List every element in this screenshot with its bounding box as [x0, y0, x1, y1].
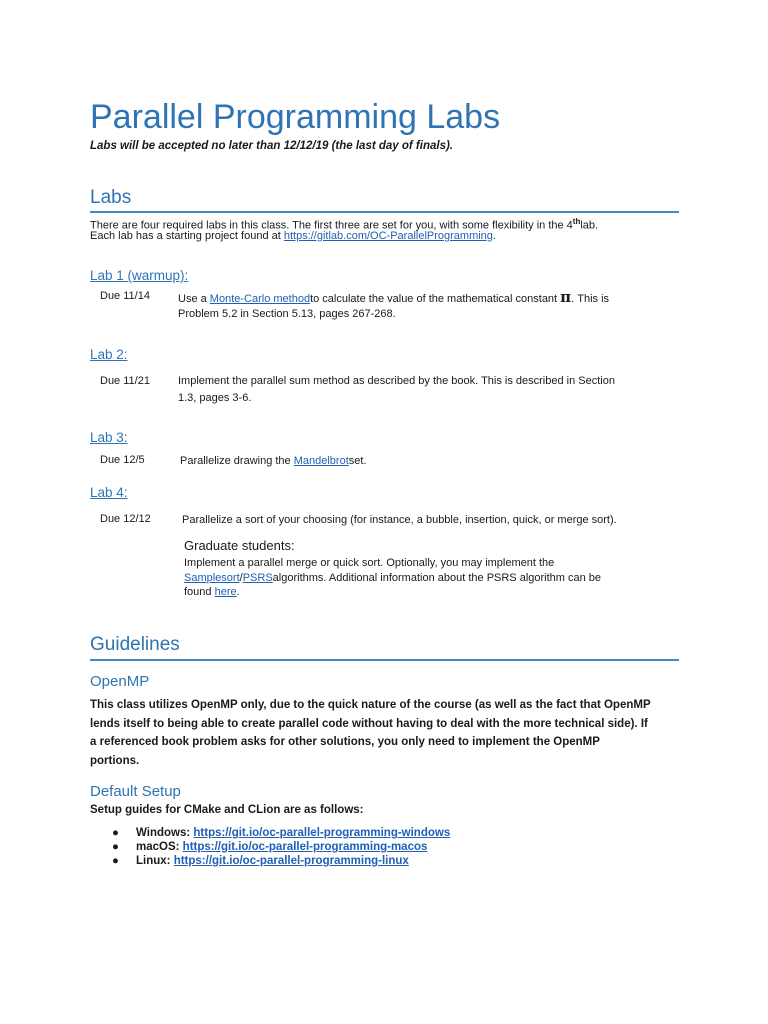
- lab-3-text-b: set.: [348, 455, 367, 467]
- samplesort-link[interactable]: Samplesort: [184, 571, 240, 584]
- lab-2-description: Implement the parallel sum method as described by the book. This is described in Section: [178, 375, 615, 387]
- list-item-windows: [112, 826, 450, 840]
- graduate-line-2: [184, 571, 601, 586]
- lab-2-description-line-2: 1.3, pages 3-6.: [178, 392, 252, 404]
- setup-intro: Setup guides for CMake and CLion are as follows:: [90, 804, 364, 816]
- lab-2-heading: Lab 2:: [90, 347, 128, 362]
- intro-text-c: Each lab has a starting project found at: [90, 230, 284, 242]
- intro-text-b: lab.: [580, 219, 599, 232]
- openmp-line: portions.: [90, 754, 140, 767]
- openmp-line: a referenced book problem asks for other solutions, you only need to implement the OpenMP: [90, 736, 600, 748]
- lab-2-due: Due 11/21: [100, 375, 150, 387]
- setup-label-windows: Windows:: [136, 827, 194, 839]
- graduate-heading: Graduate students:: [184, 538, 295, 553]
- intro-text-d: .: [492, 230, 496, 242]
- lab-3-text-a: Parallelize drawing the: [180, 455, 294, 467]
- graduate-line-3-text: found: [184, 586, 215, 598]
- gitlab-link[interactable]: https://gitlab.com/OC-ParallelProgramming: [283, 230, 493, 242]
- macos-guide-link[interactable]: https://git.io/oc-parallel-programming-macos: [182, 841, 428, 853]
- intro-superscript: th: [572, 217, 581, 226]
- guidelines-heading-rule: [90, 659, 679, 661]
- graduate-line-3-end: .: [236, 586, 240, 598]
- openmp-heading: OpenMP: [90, 673, 150, 690]
- pi-symbol: π: [560, 288, 572, 306]
- page-title: Parallel Programming Labs: [90, 98, 501, 136]
- bullet: ●: [112, 855, 119, 867]
- bullet: ●: [112, 827, 119, 839]
- lab-4-due: Due 12/12: [100, 513, 151, 525]
- linux-guide-link[interactable]: https://git.io/oc-parallel-programming-linux: [173, 855, 409, 867]
- graduate-body: [184, 556, 601, 600]
- lab-1-text-b: to calculate the value of the mathematical constant: [310, 293, 561, 305]
- guidelines-heading: Guidelines: [90, 634, 180, 655]
- lab-1-text-a: Use a: [178, 293, 210, 305]
- setup-label-linux: Linux:: [136, 855, 174, 867]
- lab-1-due: Due 11/14: [100, 290, 150, 302]
- lab-3-heading: Lab 3:: [90, 430, 128, 445]
- windows-guide-link[interactable]: https://git.io/oc-parallel-programming-windows: [193, 827, 451, 839]
- graduate-line-2-text: algorithms. Additional information about the PSRS algorithm can be: [272, 571, 602, 584]
- lab-3-description: [180, 453, 367, 470]
- deadline-note: Labs will be accepted no later than 12/12/19 (the last day of finals).: [90, 140, 453, 152]
- openmp-paragraph: [90, 696, 651, 770]
- list-item-linux: [112, 854, 450, 868]
- slash: /: [239, 571, 243, 584]
- bullet: ●: [112, 841, 119, 853]
- default-setup-heading: Default Setup: [90, 783, 181, 800]
- lab-1-heading: Lab 1 (warmup):: [90, 268, 189, 283]
- labs-heading: Labs: [90, 187, 132, 208]
- openmp-line: This class utilizes OpenMP only, due to the quick nature of the course (as well as the fact that OpenMP: [90, 699, 651, 711]
- lab-4-description: Parallelize a sort of your choosing (for instance, a bubble, insertion, quick, or merge sort).: [182, 514, 617, 526]
- here-link[interactable]: here: [214, 586, 237, 598]
- openmp-line: lends itself to being able to create parallel code without having to deal with the more technical side). If: [90, 717, 648, 730]
- setup-guide-list: [112, 826, 450, 868]
- intro-line-2: [90, 229, 496, 244]
- list-item-macos: [112, 840, 450, 854]
- graduate-line-1: Implement a parallel merge or quick sort. Optionally, you may implement the: [184, 557, 555, 569]
- lab-1-text-c: . This is: [571, 293, 610, 305]
- intro-text-a: There are four required labs in this class. The first three are set for you, with some flexibility in the 4: [90, 219, 573, 232]
- lab-1-description-line-2: Problem 5.2 in Section 5.13, pages 267-268.: [178, 308, 396, 320]
- lab-3-due: Due 12/5: [100, 454, 145, 466]
- setup-label-macos: macOS:: [136, 841, 183, 853]
- mandelbrot-link[interactable]: Mandelbrot: [293, 455, 349, 467]
- psrs-link[interactable]: PSRS: [242, 571, 273, 584]
- lab-4-heading: Lab 4:: [90, 485, 128, 500]
- graduate-line-3: [184, 585, 601, 600]
- monte-carlo-link[interactable]: Monte-Carlo method: [209, 293, 311, 305]
- labs-heading-rule: [90, 211, 679, 213]
